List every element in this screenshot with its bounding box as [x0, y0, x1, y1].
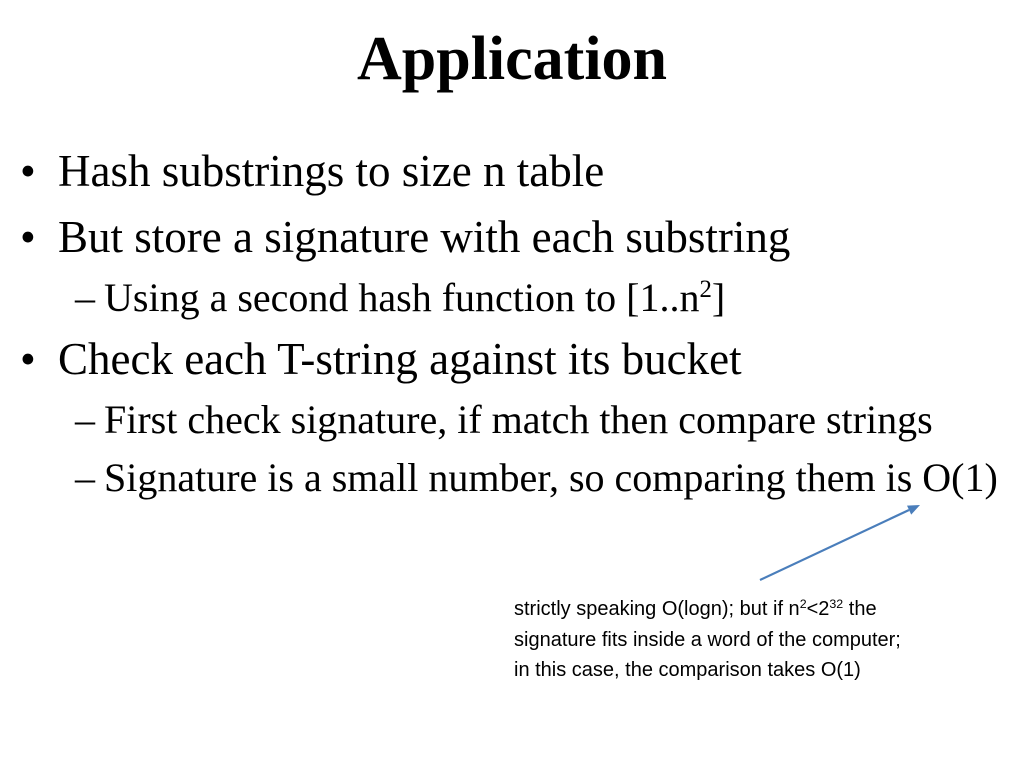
- bullet-text: But store a signature with each substring: [58, 212, 791, 262]
- note-text: the: [843, 598, 877, 620]
- sub-bullet-text: First check signature, if match then compare strings: [104, 397, 933, 442]
- note-text: <2: [806, 598, 830, 620]
- bullet-marker: •: [20, 212, 36, 262]
- sub-bullet-marker: –: [75, 397, 95, 442]
- bullet-item: [20, 334, 742, 384]
- note-line: [514, 594, 901, 625]
- sub-bullet-text-before: Using a second hash function to [1..n: [104, 275, 700, 320]
- annotation-note: [514, 594, 901, 686]
- sub-bullet-text: Signature is a small number, so comparing them is O(1): [104, 455, 998, 500]
- bullet-marker: •: [20, 146, 36, 196]
- bullet-text: Hash substrings to size n table: [58, 146, 605, 196]
- bullet-text: Check each T-string against its bucket: [58, 334, 742, 384]
- sub-bullet-marker: –: [75, 455, 95, 500]
- note-line: signature fits inside a word of the computer;: [514, 628, 901, 651]
- bullet-marker: •: [20, 334, 36, 384]
- sub-bullet-marker: –: [75, 275, 95, 320]
- sub-bullet-text-after: ]: [711, 275, 726, 320]
- sub-bullet-item: [75, 455, 998, 500]
- superscript: 32: [829, 597, 844, 612]
- arrow-shaft: [760, 510, 909, 580]
- sub-bullet-item: [75, 275, 726, 320]
- superscript: 2: [799, 597, 807, 612]
- bullet-item: [20, 212, 791, 262]
- note-line: in this case, the comparison takes O(1): [514, 659, 861, 681]
- sub-bullet-text: [104, 275, 725, 320]
- arrow-head: [907, 505, 920, 515]
- slide-title: Application: [356, 25, 668, 93]
- note-text: strictly speaking O(logn); but if n: [514, 598, 800, 620]
- bullet-item: [20, 146, 605, 196]
- sub-bullet-item: [75, 397, 933, 442]
- superscript: 2: [699, 276, 712, 304]
